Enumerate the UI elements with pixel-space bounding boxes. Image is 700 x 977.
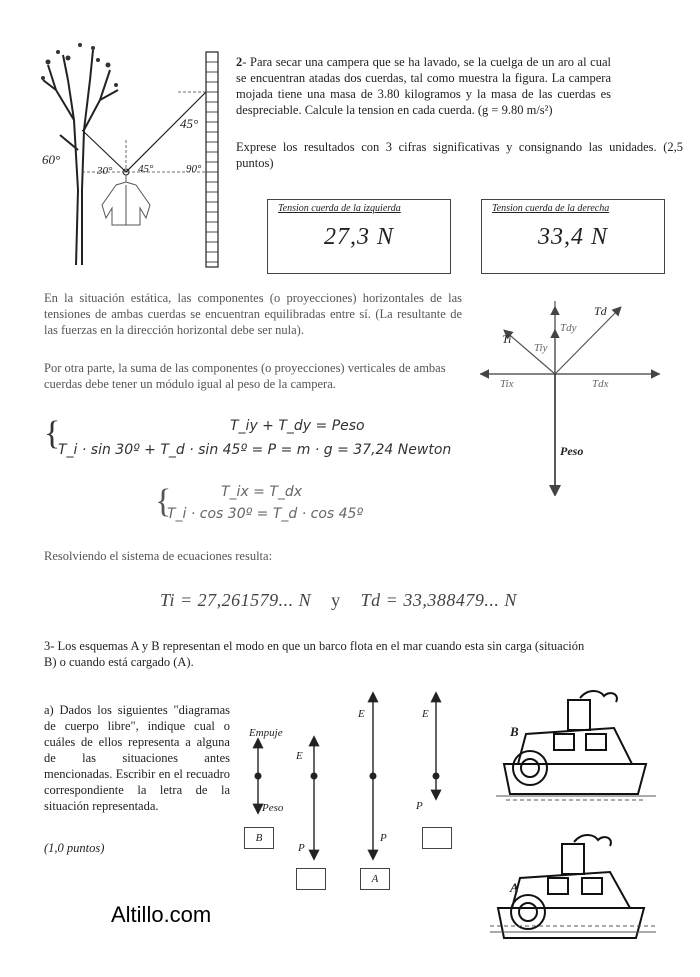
- solution-y: y: [331, 590, 341, 610]
- answer-right-label: Tension cuerda de la derecha: [492, 203, 610, 214]
- ti-vector: [505, 331, 555, 374]
- angle-45-label: 45°: [138, 163, 154, 175]
- explanation-paragraph-2: Por otra parte, la suma de las componentes (o proyecciones) verticales de ambas cuerdas debe tener un módulo igual al peso de la campera.: [44, 361, 446, 391]
- d2-e-label: E: [296, 750, 303, 762]
- ship-a-label: A: [510, 880, 519, 895]
- brick-pole: [206, 52, 218, 267]
- answer-left-value: 27,3 N: [323, 224, 394, 250]
- d4-e-label: E: [422, 708, 429, 720]
- problem2-statement: [236, 54, 611, 118]
- clothesline-figure: [38, 40, 223, 270]
- angle-60-label: 60°: [42, 152, 61, 167]
- eq2-line-b: T_i · cos 30º = T_d · cos 45º: [167, 506, 364, 522]
- answer-box-left: [267, 199, 451, 274]
- problem2-number: 2: [236, 55, 243, 69]
- d1-answer-box[interactable]: B: [244, 827, 274, 849]
- td-vector: [555, 308, 620, 374]
- ship-b-label: B: [510, 724, 519, 739]
- answer-left-label: Tension cuerda de la izquierda: [278, 203, 401, 214]
- answer-right-value: 33,4 N: [537, 224, 608, 250]
- eq1-line-a: T_iy + T_dy = Peso: [230, 418, 365, 434]
- explanation-paragraph-1: En la situación estática, las componentes (o proyecciones) horizontales de las tensiones de ambas cuerdas se encuentran equilibradas entre sí. (La resultante de las fuerzas en la dirección horizontal debe ser nula).: [44, 291, 462, 337]
- label-tdy: Tdy: [560, 322, 577, 334]
- angle-45-top-label: 45°: [180, 116, 199, 131]
- d2-p-label: P: [298, 842, 305, 854]
- equation-system-2: { T_ix = T_dx T_i · cos 30º = T_d · cos 45º: [155, 483, 364, 522]
- d3-p-label: P: [380, 832, 387, 844]
- solution-line: [160, 590, 517, 611]
- right-rope: [126, 92, 206, 172]
- problem2-text: - Para secar una campera que se ha lavado, se la cuelga de un aro al cual se encuentran atadas dos cuerdas, tal como muestra la figura. La campera mojada tiene una masa de 3.80 kilogramos y la masa de las cuerdas es despreciable. Calcule la tension en cada cuerda. (g = 9.80 m/s²): [236, 55, 611, 117]
- d3-answer-box[interactable]: A: [360, 868, 390, 890]
- d2-answer-box[interactable]: [296, 868, 326, 890]
- d4-answer-box[interactable]: [422, 827, 452, 849]
- d1-peso-label: Peso: [262, 802, 284, 814]
- eq1-line-b: T_i · sin 30º + T_d · sin 45º = P = m · g = 37,24 Newton: [58, 442, 452, 458]
- d4-p-label: P: [416, 800, 423, 812]
- problem3-part-a: a) Dados los siguientes "diagramas de cuerpo libre", indique cual o cuáles de ellos representa a alguna de las situaciones antes mencionadas. Escribir en el recuadro correspondiente la letra de la situación representada.: [44, 703, 230, 813]
- solution-td: Td = 33,388479... N: [360, 590, 517, 610]
- resolving-text: Resolviendo el sistema de ecuaciones resulta:: [44, 549, 273, 563]
- problem2-instructions: Exprese los resultados con 3 cifras significativas y consignando las unidades. (2,5 puntos): [236, 140, 683, 170]
- solution-ti: Ti = 27,261579... N: [160, 590, 312, 610]
- d3-e-label: E: [358, 708, 365, 720]
- equation-system-1: { T_iy + T_dy = Peso T_i · sin 30º + T_d · sin 45º = P = m · g = 37,24 Newton: [44, 415, 452, 458]
- problem3-part-a-points: (1,0 puntos): [44, 841, 105, 855]
- d1-empuje-label: Empuje: [249, 727, 283, 739]
- label-td: Td: [594, 304, 607, 318]
- jacket-drawing: [102, 175, 150, 225]
- label-tix: Tix: [500, 378, 514, 390]
- label-peso: Peso: [560, 444, 584, 458]
- angle-30-label: 30°: [97, 165, 113, 177]
- problem3-intro: 3- Los esquemas A y B representan el modo en que un barco flota en el mar cuando esta sin carga (situación B) o cuando está cargado (A).: [44, 639, 585, 669]
- label-ti: Ti: [502, 332, 512, 346]
- label-tiy: Tiy: [534, 342, 548, 354]
- angle-90-label: 90°: [186, 163, 202, 175]
- altillo-brand: Altillo.com: [111, 902, 212, 927]
- label-tdx: Tdx: [592, 378, 609, 390]
- eq2-line-a: T_ix = T_dx: [221, 484, 303, 500]
- ship-b-drawing: [496, 686, 661, 808]
- answer-box-right: [481, 199, 665, 274]
